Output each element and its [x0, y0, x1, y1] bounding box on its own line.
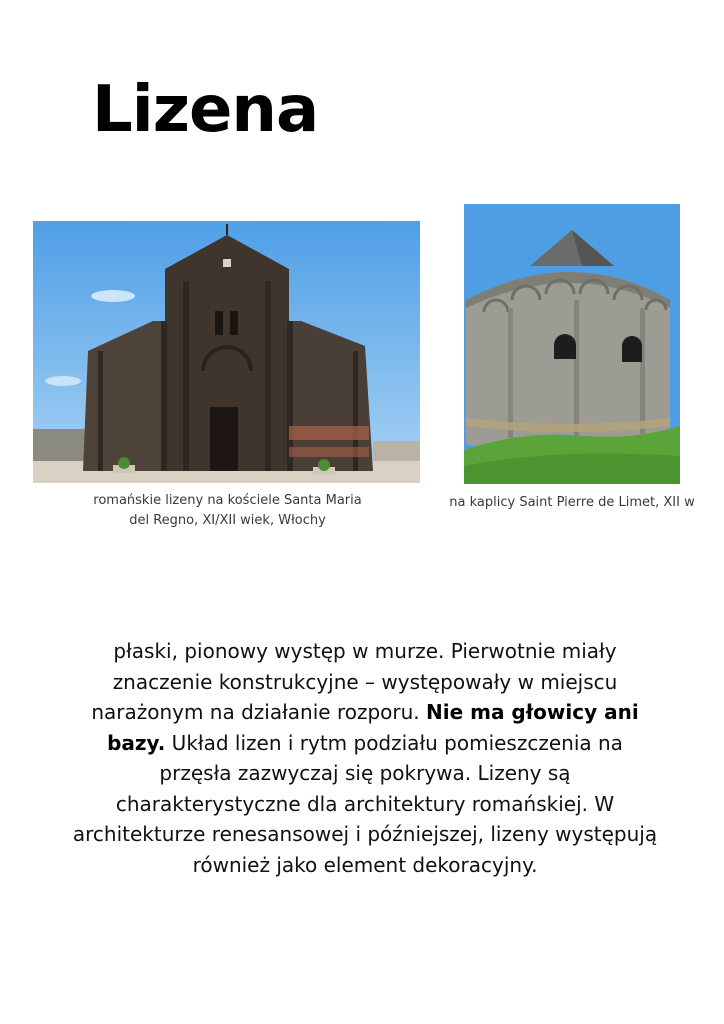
chapel-photo	[464, 204, 680, 484]
church-caption	[70, 491, 385, 531]
chapel-caption: na kaplicy Saint Pierre de Limet, XII w	[449, 495, 695, 510]
chapel-illustration	[464, 204, 680, 484]
definition-bold-text: Nie ma głowicy ani bazy.	[107, 700, 639, 755]
definition-text-part2: Układ lizen i rytm podziału pomieszczenia na przęsła zazwyczaj się pokrywa. Lizeny są charakterystyczne dla architektury romańskiej. W architekturze renesansowej i późniejszej, lizeny występują również jako element dekoracyjny.	[72, 730, 658, 877]
page-title: Lizena	[92, 73, 319, 147]
definition-paragraph	[70, 636, 660, 880]
church-illustration	[33, 221, 420, 483]
church-caption-line1: romańskie lizeny na kościele Santa Maria	[93, 493, 362, 508]
church-caption-line2: del Regno, XI/XII wiek, Włochy	[129, 513, 326, 528]
church-photo	[33, 221, 420, 483]
definition-text-part1: płaski, pionowy występ w murze. Pierwotnie miały znaczenie konstrukcyjne – występowały w miejscu narażonym na działanie rozporu.	[91, 639, 618, 724]
